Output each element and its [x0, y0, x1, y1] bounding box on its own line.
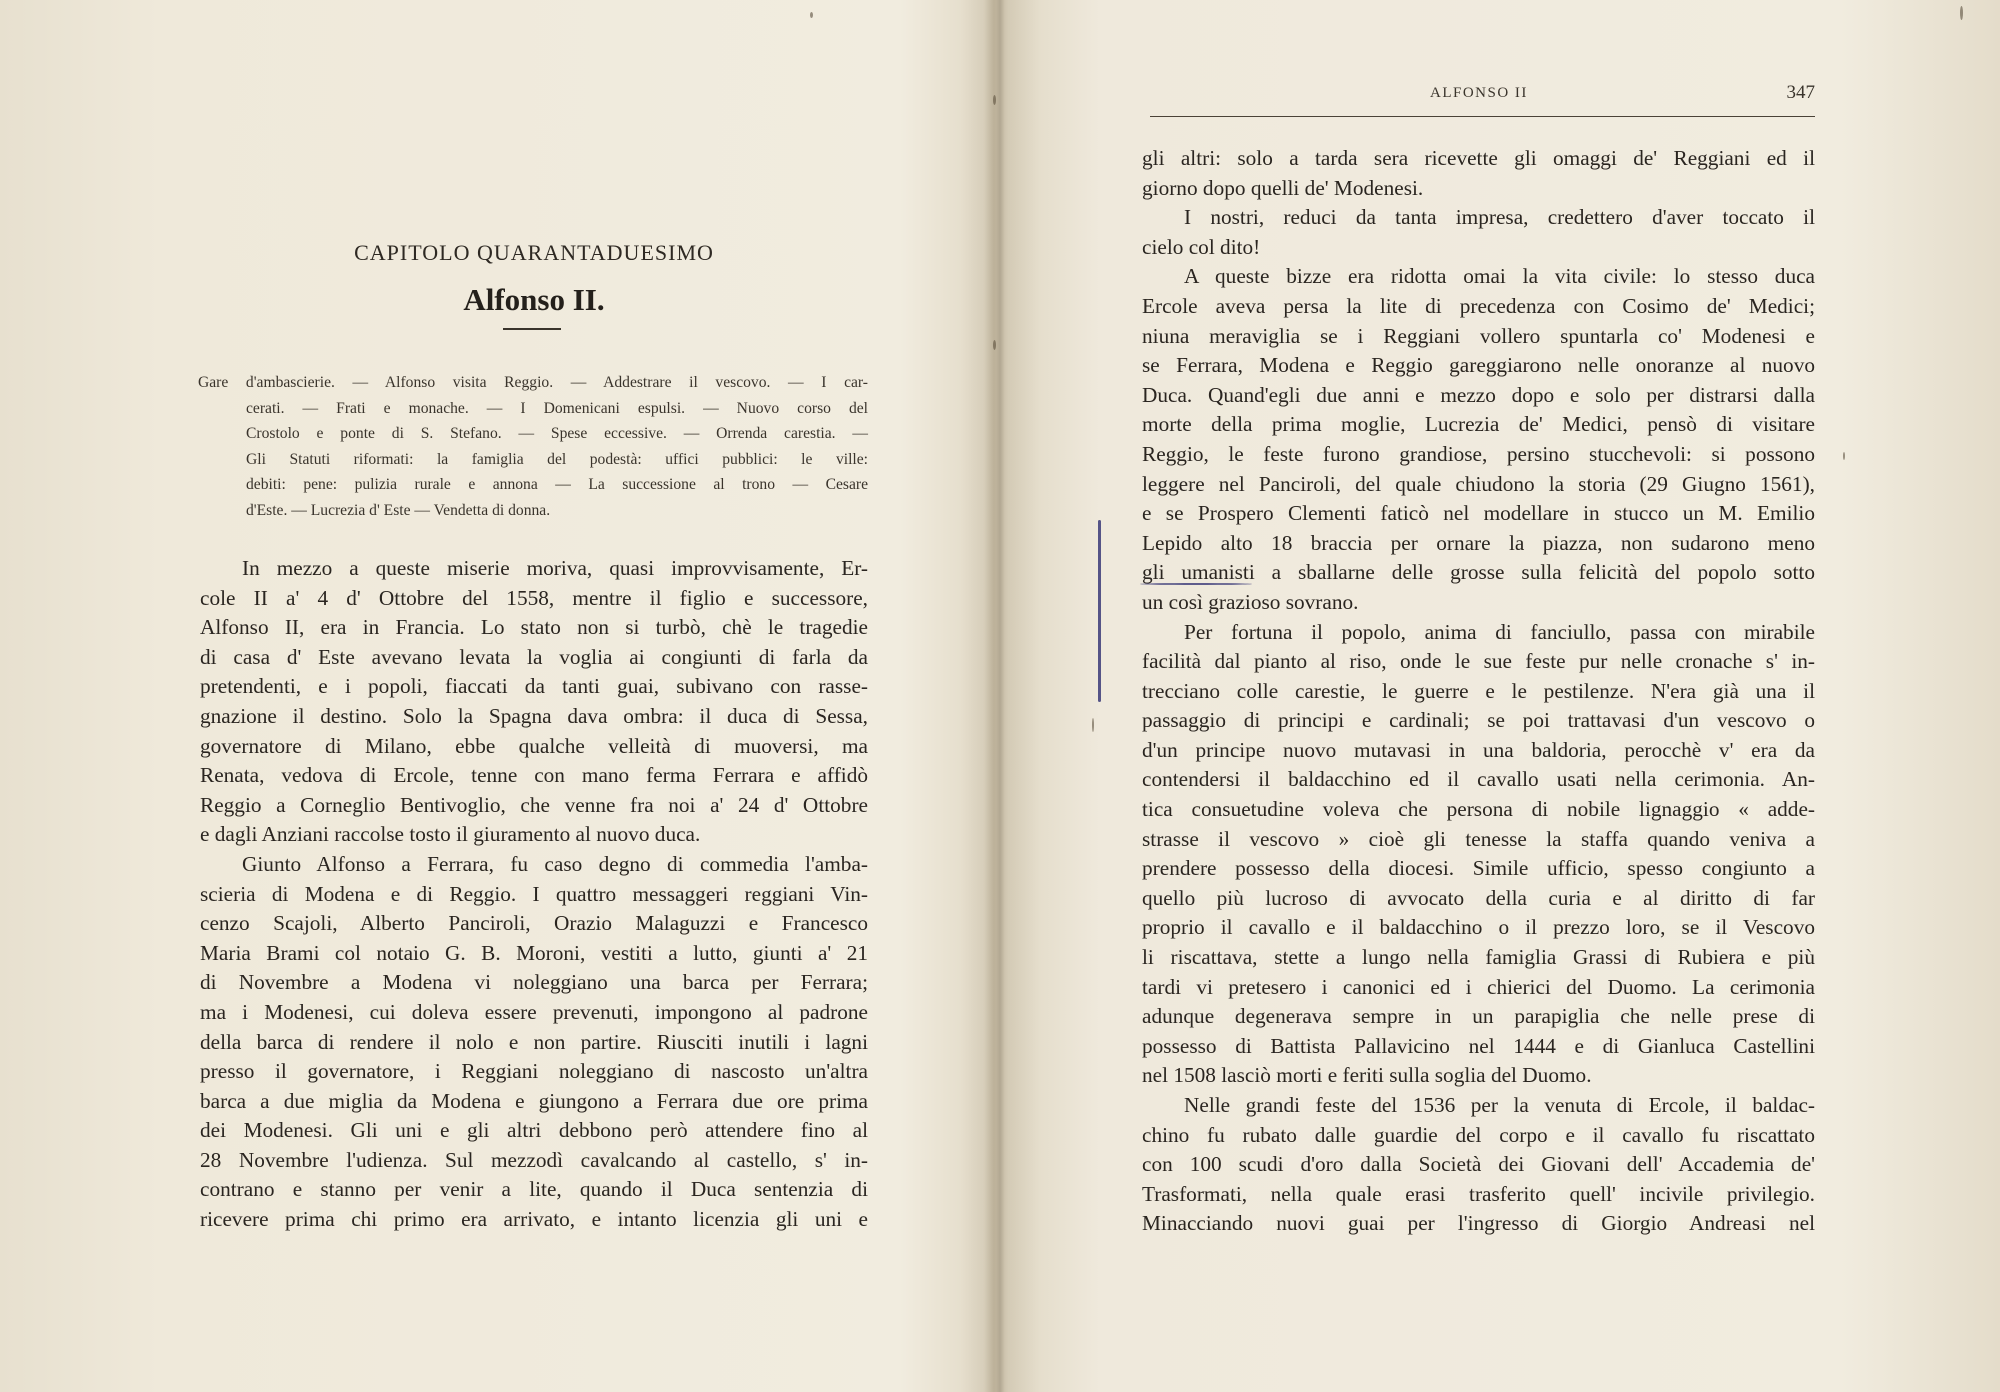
running-header: [1150, 82, 1815, 109]
text-line: d'un principe nuovo mutavasi in una baldoria, perocchè v' era da: [1142, 737, 1815, 762]
text-line: Duca. Quand'egli due anni e mezzo dopo e solo per distrarsi dalla: [1142, 382, 1815, 407]
text-line: prendere possesso della diocesi. Simile ufficio, spesso congiunto a: [1142, 856, 1815, 881]
summary-line: Crostolo e ponte di S. Stefano. — Spese eccessive. — Orrenda carestia. —: [246, 425, 868, 442]
left-page: [0, 0, 992, 1392]
text-line: se Ferrara, Modena e Reggio gareggiarono nelle onoranze al nuovo: [1142, 353, 1815, 378]
text-line: cenzo Scajoli, Alberto Panciroli, Orazio Malaguzzi e Francesco: [200, 911, 868, 936]
text-line: chino fu rubato dalle guardie del corpo e il cavallo fu riscattato: [1142, 1122, 1815, 1147]
text-line: Alfonso II, era in Francia. Lo stato non si turbò, chè le tragedie: [200, 615, 868, 640]
text-line: proprio il cavallo e il baldacchino o il prezzo loro, se il Vescovo: [1142, 915, 1815, 940]
text-line: Ercole aveva persa la lite di precedenza con Cosimo de' Medici;: [1142, 293, 1815, 318]
text-line: ma i Modenesi, cui doleva essere prevenuti, impongono al padrone: [200, 999, 868, 1024]
text-line: della barca di rendere il nolo e non partire. Riusciti inutili i lagni: [200, 1029, 868, 1054]
text-line: con 100 scudi d'oro dalla Società dei Giovani dell' Accademia de': [1142, 1152, 1815, 1177]
text-line: adunque degenerava sempre in un parapiglia che nelle prese di: [1142, 1004, 1815, 1029]
chapter-title: Alfonso II.: [463, 282, 605, 317]
text-line: Nelle grandi feste del 1536 per la venuta di Ercole, il baldac-: [1184, 1093, 1815, 1117]
text-line: A queste bizze era ridotta omai la vita civile: lo stesso duca: [1184, 264, 1815, 289]
text-line: 28 Novembre l'udienza. Sul mezzodì cavalcando al castello, s' in-: [200, 1147, 868, 1172]
text-line: passaggio di principi e cardinali; se poi trattavasi d'un vescovo o: [1142, 708, 1815, 733]
running-title: ALFONSO II: [1430, 85, 1528, 101]
text-line: Reggio a Corneglio Bentivoglio, che venne fra noi a' 24 d' Ottobre: [200, 792, 868, 817]
text-line: morte della prima moglie, Lucrezia de' Medici, pensò di visitare: [1142, 412, 1815, 437]
left-body-text: [200, 554, 868, 1235]
summary-line: cerati. — Frati e monache. — I Domenicani espulsi. — Nuovo corso del: [246, 399, 868, 417]
text-line: scieria di Modena e di Reggio. I quattro messaggeri reggiani Vin-: [200, 881, 868, 906]
text-line: barca a due miglia da Modena e giungono a Ferrara due ore prima: [200, 1088, 868, 1113]
page-number: 347: [1786, 82, 1815, 103]
summary-line: debiti: pene: pulizia rurale e annona — La successione al trono — Cesare: [246, 476, 868, 493]
text-line: gli altri: solo a tarda sera ricevette gli omaggi de' Reggiani ed il: [1142, 146, 1815, 170]
text-line: di casa d' Este avevano levata la voglia ai congiunti di farla da: [200, 644, 868, 669]
header-rule: [1150, 116, 1815, 117]
title-divider: [503, 328, 561, 330]
text-line: Giunto Alfonso a Ferrara, fu caso degno di commedia l'amba-: [242, 851, 868, 876]
text-line: un così grazioso sovrano.: [1142, 589, 1359, 614]
text-line: gnazione il destino. Solo la Spagna dava ombra: il duca di Sessa,: [200, 703, 868, 728]
text-line: facilità dal pianto al riso, onde le sue feste pur nelle cronache s' in-: [1142, 649, 1815, 674]
chapter-summary: [198, 370, 868, 523]
text-line: possesso di Battista Pallavicino nel 1444 e di Gianluca Castellini: [1142, 1033, 1815, 1058]
text-line: In mezzo a queste miserie moriva, quasi improvvisamente, Er-: [242, 556, 868, 580]
text-line: cole II a' 4 d' Ottobre del 1558, mentre il figlio e successore,: [200, 585, 868, 610]
text-line: gli umanisti a sballarne delle grosse sulla felicità del popolo sotto: [1142, 560, 1815, 585]
right-body-text: [1142, 144, 1815, 1239]
text-line: trecciano colle carestie, le guerre e le pestilenze. N'era già una il: [1142, 678, 1815, 703]
text-line: tica consuetudine voleva che persona di nobile lignaggio « adde-: [1142, 797, 1815, 822]
text-line: contrano e stanno per venir a lite, quando il Duca sentenzia di: [200, 1177, 868, 1202]
text-line: I nostri, reduci da tanta impresa, credettero d'aver toccato il: [1184, 205, 1815, 230]
paper-speck: [1960, 6, 1963, 20]
text-line: quello più lucroso di avvocato della curia e al diritto di far: [1142, 885, 1815, 910]
text-line: presso il governatore, i Reggiani noleggiano di nascosto un'altra: [200, 1059, 868, 1084]
paper-speck: [993, 340, 996, 350]
text-line: Per fortuna il popolo, anima di fanciullo, passa con mirabile: [1184, 619, 1815, 644]
text-line: e dagli Anziani raccolse tosto il giuramento al nuovo duca.: [200, 822, 701, 847]
summary-line: d'Este. — Lucrezia d' Este — Vendetta di donna.: [246, 501, 551, 519]
margin-pen-mark: [1098, 520, 1101, 702]
text-line: Renata, vedova di Ercole, tenne con mano ferma Ferrara e affidò: [200, 763, 868, 788]
text-line: Maria Brami col notaio G. B. Moroni, vestiti a lutto, giunti a' 21: [200, 940, 868, 965]
text-line: nel 1508 lasciò morti e feriti sulla soglia del Duomo.: [1142, 1063, 1592, 1088]
paper-speck: [993, 95, 996, 105]
chapter-heading: CAPITOLO QUARANTADUESIMO: [354, 240, 714, 265]
summary-line: Gli Statuti riformati: la famiglia del podestà: uffici pubblici: le ville:: [246, 450, 868, 468]
summary-line: Gare d'ambascierie. — Alfonso visita Reggio. — Addestrare il vescovo. — I car-: [198, 374, 868, 391]
text-line: cielo col dito!: [1142, 234, 1261, 259]
text-line: pretendenti, e i popoli, fiaccati da tanti guai, subivano con rasse-: [200, 674, 868, 699]
text-line: dei Modenesi. Gli uni e gli altri debbono però attendere fino al: [200, 1118, 868, 1143]
paper-speck: [1843, 452, 1845, 460]
text-line: e se Prospero Clementi faticò nel modellare in stucco un M. Emilio: [1142, 501, 1815, 526]
text-line: Lepido alto 18 braccia per ornare la piazza, non sudarono meno: [1142, 530, 1815, 555]
text-line: governatore di Milano, ebbe qualche velleità di muoversi, ma: [200, 733, 868, 758]
text-line: di Novembre a Modena vi noleggiano una barca per Ferrara;: [200, 970, 868, 995]
paper-speck: [1092, 718, 1094, 732]
text-line: tardi vi pretesero i canonici ed i chierici del Duomo. La cerimonia: [1142, 974, 1815, 999]
paper-speck: [810, 12, 813, 18]
text-line: strasse il vescovo » cioè gli tenesse la staffa quando veniva a: [1142, 826, 1815, 851]
text-line: giorno dopo quelli de' Modenesi.: [1142, 175, 1424, 200]
text-line: ricevere prima chi primo era arrivato, e intanto licenzia gli uni e: [200, 1207, 868, 1232]
text-line: li riscattava, stette a lungo nella famiglia Grassi di Rubiera e più: [1142, 945, 1815, 970]
text-line: Minacciando nuovi guai per l'ingresso di Giorgio Andreasi nel: [1142, 1211, 1815, 1236]
text-line: contendersi il baldacchino ed il cavallo usati nella cerimonia. An-: [1142, 767, 1815, 792]
text-line: leggere nel Panciroli, del quale chiudono la storia (29 Giugno 1561),: [1142, 471, 1815, 496]
text-line: Trasformati, nella quale erasi trasferito quell' incivile privilegio.: [1142, 1181, 1815, 1206]
text-line: niuna meraviglia se i Reggiani vollero spuntarla co' Modenesi e: [1142, 323, 1815, 348]
text-line: Reggio, le feste furono grandiose, persino stucchevoli: si possono: [1142, 441, 1815, 466]
